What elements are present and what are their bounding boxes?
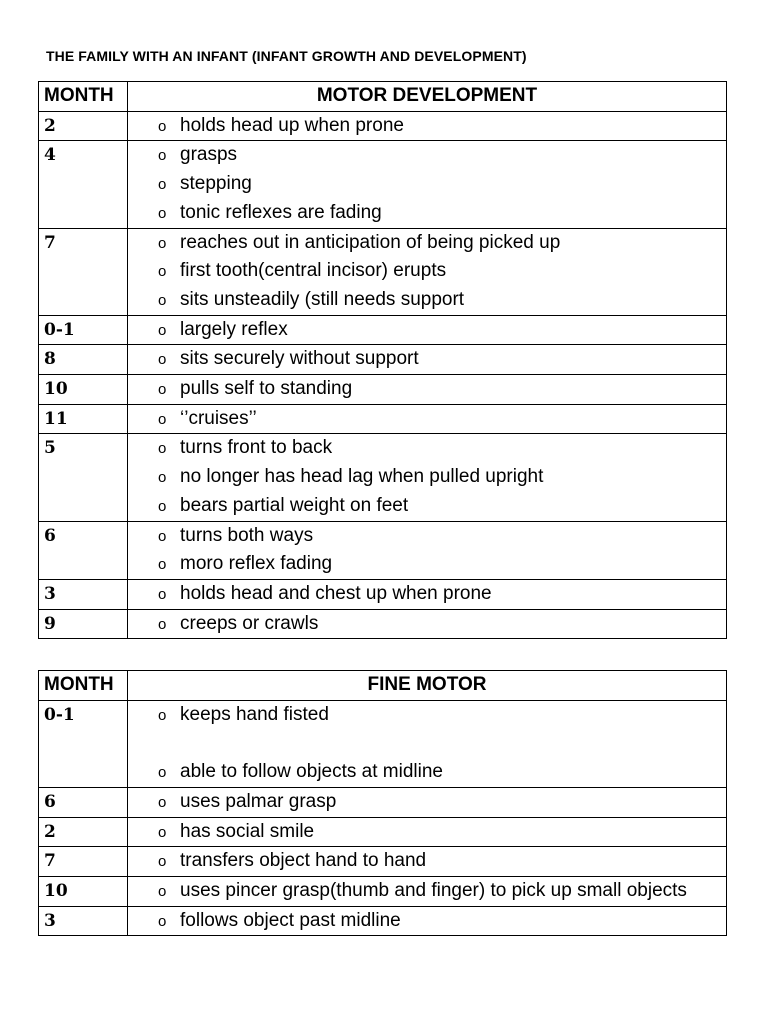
month-cell: 8 (39, 345, 128, 375)
milestones-cell (128, 345, 727, 375)
milestone-text: keeps hand fisted (180, 703, 329, 725)
milestone-item (158, 580, 726, 609)
milestones-cell (128, 228, 727, 315)
milestone-item (158, 286, 726, 315)
circle-bullet-icon: o (158, 823, 167, 841)
table-row (39, 228, 727, 315)
table-row (39, 609, 727, 639)
circle-bullet-icon: o (158, 440, 167, 458)
milestones-cell (128, 141, 727, 228)
month-cell: 7 (39, 847, 128, 877)
table-row (39, 141, 727, 228)
month-cell: 11 (39, 404, 128, 434)
milestones-cell (128, 847, 727, 877)
milestone-text: has social smile (180, 820, 315, 842)
month-cell: 4 (39, 141, 128, 228)
milestone-item (158, 170, 726, 199)
motor-development-column-header: MOTOR DEVELOPMENT (128, 82, 727, 112)
milestone-item (158, 112, 726, 141)
month-cell: 2 (39, 817, 128, 847)
month-cell: 9 (39, 609, 128, 639)
circle-bullet-icon: o (158, 176, 167, 194)
milestone-item (158, 463, 726, 492)
milestone-text: sits securely without support (180, 348, 419, 370)
milestone-text: sits unsteadily (still needs support (180, 288, 465, 310)
table-row (39, 847, 727, 877)
circle-bullet-icon: o (158, 527, 167, 545)
milestones-cell (128, 315, 727, 345)
table-row (39, 876, 727, 906)
milestones-cell (128, 700, 727, 787)
month-cell: 6 (39, 521, 128, 579)
milestones-cell (128, 111, 727, 141)
circle-bullet-icon: o (158, 291, 167, 309)
circle-bullet-icon: o (158, 263, 167, 281)
milestone-text: holds head up when prone (180, 114, 404, 136)
circle-bullet-icon: o (158, 469, 167, 487)
milestones-cell (128, 906, 727, 936)
month-cell: 6 (39, 787, 128, 817)
month-cell: 0-1 (39, 315, 128, 345)
milestone-text: uses palmar grasp (180, 790, 337, 812)
month-cell: 7 (39, 228, 128, 315)
milestone-text: holds head and chest up when prone (180, 582, 492, 604)
milestone-text: first tooth(central incisor) erupts (180, 260, 447, 282)
table-row (39, 434, 727, 521)
circle-bullet-icon: o (158, 234, 167, 252)
milestone-item (158, 492, 726, 521)
milestone-item (158, 405, 726, 434)
milestones-cell (128, 404, 727, 434)
month-cell: 5 (39, 434, 128, 521)
circle-bullet-icon: o (158, 556, 167, 574)
milestone-text: grasps (180, 144, 238, 166)
month-column-header: MONTH (39, 671, 128, 701)
milestone-text: pulls self to standing (180, 378, 353, 400)
milestone-item (158, 375, 726, 404)
table-row (39, 579, 727, 609)
milestone-item (158, 522, 726, 551)
table-row (39, 521, 727, 579)
circle-bullet-icon: o (158, 853, 167, 871)
circle-bullet-icon: o (158, 882, 167, 900)
milestone-item (158, 141, 726, 170)
document-title: THE FAMILY WITH AN INFANT (INFANT GROWTH AND DEVELOPMENT) (46, 48, 527, 64)
milestone-item (158, 229, 726, 258)
milestone-text: able to follow objects at midline (180, 761, 443, 783)
circle-bullet-icon: o (158, 410, 167, 428)
milestones-cell (128, 521, 727, 579)
fine-motor-column-header: FINE MOTOR (128, 671, 727, 701)
milestones-cell (128, 876, 727, 906)
circle-bullet-icon: o (158, 585, 167, 603)
blank-line (158, 729, 726, 758)
circle-bullet-icon: o (158, 147, 167, 165)
milestone-item (158, 758, 726, 787)
circle-bullet-icon: o (158, 204, 167, 222)
milestones-cell (128, 375, 727, 405)
table-row (39, 345, 727, 375)
fine-table-body (39, 700, 727, 936)
milestone-text: transfers object hand to hand (180, 850, 427, 872)
milestone-item (158, 818, 726, 847)
milestone-item (158, 610, 726, 639)
motor-development-table (38, 81, 727, 639)
month-cell: 2 (39, 111, 128, 141)
milestones-cell (128, 787, 727, 817)
month-cell: 10 (39, 375, 128, 405)
circle-bullet-icon: o (158, 497, 167, 515)
table-header-row (39, 82, 727, 112)
month-cell: 3 (39, 579, 128, 609)
table-header-row (39, 671, 727, 701)
circle-bullet-icon: o (158, 764, 167, 782)
milestone-text: turns front to back (180, 437, 333, 459)
table-row (39, 404, 727, 434)
milestone-item (158, 550, 726, 579)
circle-bullet-icon: o (158, 793, 167, 811)
table-row (39, 906, 727, 936)
circle-bullet-icon: o (158, 706, 167, 724)
milestone-item (158, 701, 726, 730)
table-row (39, 375, 727, 405)
milestone-text: turns both ways (180, 524, 314, 546)
motor-table-body (39, 111, 727, 639)
circle-bullet-icon: o (158, 117, 167, 135)
milestone-text: ‘’cruises’’ (180, 407, 257, 429)
table-row (39, 111, 727, 141)
milestone-text: creeps or crawls (180, 612, 319, 634)
circle-bullet-icon: o (158, 321, 167, 339)
table-row (39, 817, 727, 847)
circle-bullet-icon: o (158, 381, 167, 399)
milestone-text: largely reflex (180, 318, 288, 340)
milestone-text: stepping (180, 173, 252, 195)
milestone-text: follows object past midline (180, 909, 401, 931)
milestone-item (158, 199, 726, 228)
milestone-item (158, 316, 726, 345)
month-cell: 10 (39, 876, 128, 906)
table-row (39, 315, 727, 345)
milestone-item (158, 345, 726, 374)
milestone-item (158, 847, 726, 876)
milestone-text: no longer has head lag when pulled upright (180, 466, 544, 488)
milestone-text: bears partial weight on feet (180, 494, 409, 516)
fine-motor-table (38, 670, 727, 936)
circle-bullet-icon: o (158, 351, 167, 369)
milestone-item (158, 877, 726, 906)
milestone-text: moro reflex fading (180, 553, 333, 575)
month-cell: 0-1 (39, 700, 128, 787)
milestone-text: uses pincer grasp(thumb and finger) to pick up small objects (180, 879, 687, 901)
milestone-text: reaches out in anticipation of being picked up (180, 231, 561, 253)
table-row (39, 787, 727, 817)
milestones-cell (128, 609, 727, 639)
milestone-item (158, 788, 726, 817)
month-cell: 3 (39, 906, 128, 936)
milestones-cell (128, 817, 727, 847)
milestone-item (158, 434, 726, 463)
circle-bullet-icon: o (158, 912, 167, 930)
milestone-item (158, 257, 726, 286)
milestones-cell (128, 434, 727, 521)
milestone-text: tonic reflexes are fading (180, 201, 382, 223)
milestones-cell (128, 579, 727, 609)
circle-bullet-icon: o (158, 615, 167, 633)
table-row (39, 700, 727, 787)
month-column-header: MONTH (39, 82, 128, 112)
milestone-item (158, 907, 726, 936)
